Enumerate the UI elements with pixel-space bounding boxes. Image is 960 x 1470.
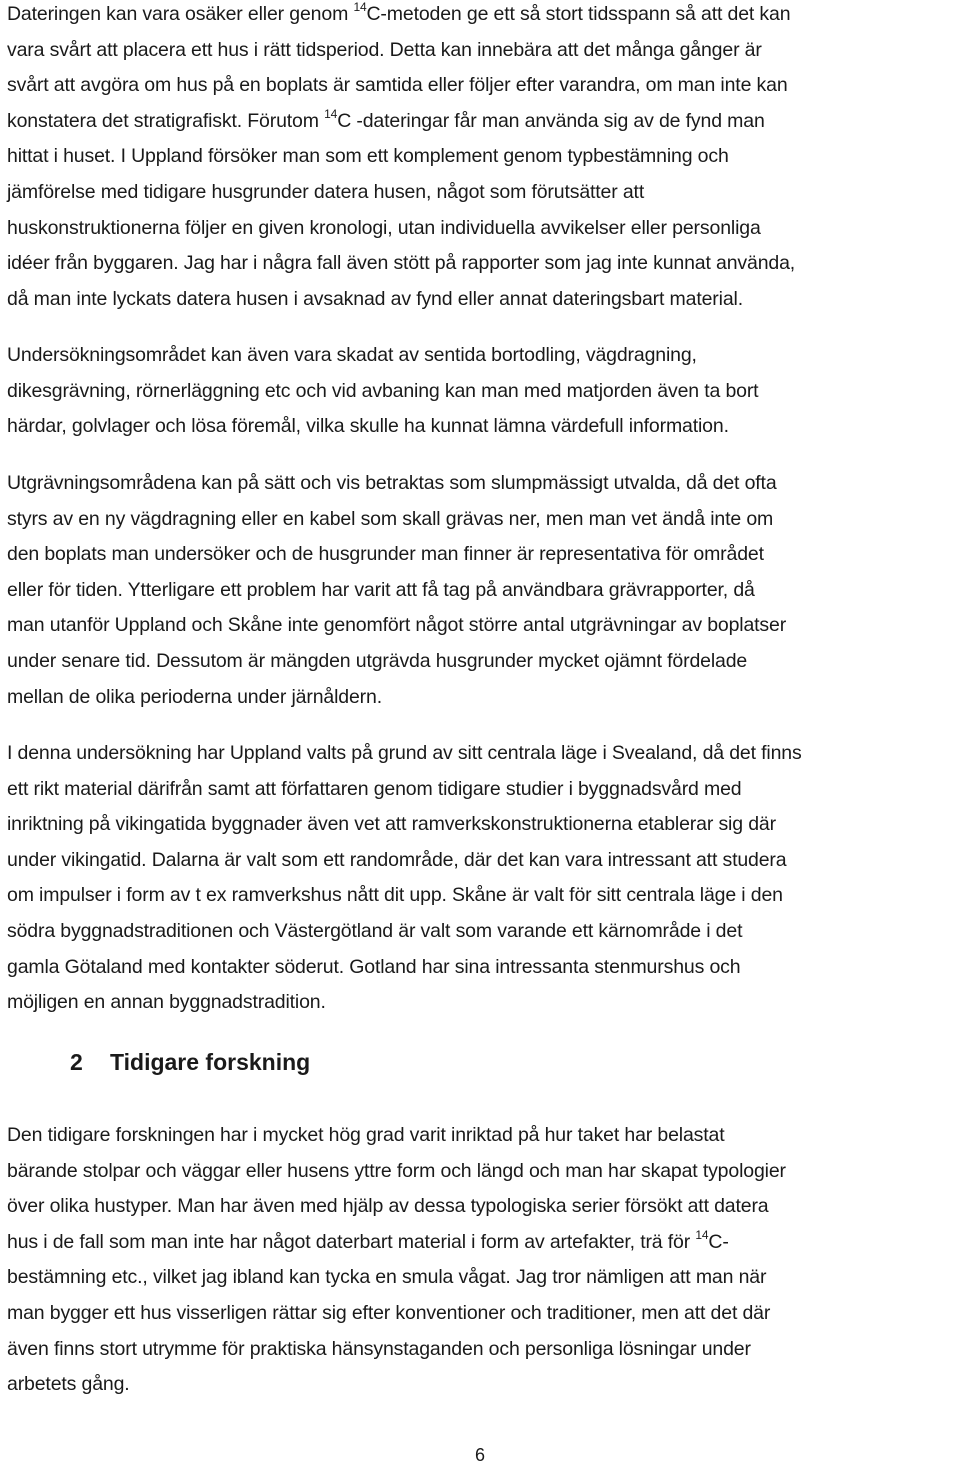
text-line xyxy=(7,537,957,573)
text-line xyxy=(7,680,957,716)
text-run: eller för tiden. Ytterligare ett problem har varit att få tag på användbara grävrapporter, då xyxy=(7,578,755,601)
text-run: vara svårt att placera ett hus i rätt tidsperiod. Detta kan innebära att det många gånger är xyxy=(7,38,762,61)
text-line xyxy=(7,608,957,644)
text-line xyxy=(7,1332,957,1368)
text-run: möjligen en annan byggnadstradition. xyxy=(7,991,326,1014)
text-run: hittat i huset. I Uppland försöker man som ett komplement genom typbestämning och xyxy=(7,145,729,168)
text-line xyxy=(7,950,957,986)
superscript: 14 xyxy=(695,1227,709,1242)
text-run: C- xyxy=(708,1230,729,1253)
text-line xyxy=(7,807,957,843)
text-run: då man inte lyckats datera husen i avsaknad av fynd eller annat dateringsbart material. xyxy=(7,287,743,310)
text-line xyxy=(7,1154,957,1190)
text-run: bärande stolpar och väggar eller husens yttre form och längd och man har skapat typologier xyxy=(7,1159,786,1182)
text-run: gamla Götaland med kontakter söderut. Gotland har sina intressanta stenmurshus och xyxy=(7,955,741,978)
text-run: man bygger ett hus visserligen rättar sig efter konventioner och traditioner, men att det där xyxy=(7,1301,771,1324)
text-line xyxy=(7,878,957,914)
paragraph xyxy=(7,338,957,445)
text-run: under vikingatid. Dalarna är valt som ett randområde, där det kan vara intressant att studera xyxy=(7,848,787,871)
text-run: Dateringen kan vara osäker eller genom xyxy=(7,3,354,25)
text-line xyxy=(7,1189,957,1225)
text-line xyxy=(7,914,957,950)
text-line xyxy=(7,1367,957,1403)
text-line xyxy=(7,246,957,282)
text-line xyxy=(7,573,957,609)
text-line xyxy=(7,466,957,502)
text-run: konstatera det stratigrafiskt. Förutom xyxy=(7,109,325,132)
text-run: jämförelse med tidigare husgrunder datera husen, något som förutsätter att xyxy=(7,180,645,203)
text-line xyxy=(7,502,957,538)
section-title: Tidigare forskning xyxy=(110,1049,311,1075)
text-run: arbetets gång. xyxy=(7,1373,130,1396)
text-line xyxy=(7,0,957,33)
text-run: Undersökningsområdet kan även vara skadat av sentida bortodling, vägdragning, xyxy=(7,344,697,366)
text-run: hus i de fall som man inte har något daterbart material i form av artefakter, trä för xyxy=(7,1230,696,1253)
text-run: härdar, golvlager och lösa föremål, vilka skulle ha kunnat lämna värdefull information. xyxy=(7,415,729,438)
paragraph xyxy=(7,736,957,1021)
superscript: 14 xyxy=(353,0,367,14)
text-line xyxy=(7,175,957,211)
text-line xyxy=(7,1296,957,1332)
text-line xyxy=(7,985,957,1021)
text-line xyxy=(7,68,957,104)
text-run: den boplats man undersöker och de husgrunder man finner är representativa för området xyxy=(7,543,764,566)
text-run: C-metoden ge ett så stort tidsspann så att det kan xyxy=(366,3,791,25)
text-line xyxy=(7,139,957,175)
section-number: 2 xyxy=(70,1049,83,1075)
text-run: Utgrävningsområdena kan på sätt och vis betraktas som slumpmässigt utvalda, då det ofta xyxy=(7,472,777,494)
text-run: om impulser i form av t ex ramverkshus nått dit upp. Skåne är valt för sitt centrala läge i den xyxy=(7,884,783,907)
text-line xyxy=(7,409,957,445)
text-line xyxy=(7,338,957,374)
text-run: I denna undersökning har Uppland valts på grund av sitt centrala läge i Svealand, då det finns xyxy=(7,742,802,764)
text-run: ett rikt material därifrån samt att författaren genom tidigare studier i byggnadsvård med xyxy=(7,777,742,800)
text-line xyxy=(7,772,957,808)
text-run: över olika hustyper. Man har även med hjälp av dessa typologiska serier försökt att datera xyxy=(7,1195,769,1218)
text-run: även finns stort utrymme för praktiska hänsynstaganden och personliga lösningar under xyxy=(7,1337,751,1360)
text-line xyxy=(7,1118,957,1154)
text-line xyxy=(7,736,957,772)
text-run: södra byggnadstraditionen och Västergötland är valt som varande ett kärnområde i det xyxy=(7,919,743,942)
paragraph xyxy=(7,1118,957,1403)
section-heading xyxy=(70,1044,310,1080)
superscript: 14 xyxy=(324,106,338,121)
text-line xyxy=(7,282,957,318)
text-run: under senare tid. Dessutom är mängden utgrävda husgrunder mycket ojämnt fördelade xyxy=(7,649,748,672)
text-run: man utanför Uppland och Skåne inte genomfört något större antal utgrävningar av boplatser xyxy=(7,614,787,637)
text-line xyxy=(7,1260,957,1296)
text-run: mellan de olika perioderna under järnåldern. xyxy=(7,685,382,708)
text-line xyxy=(7,374,957,410)
text-run: Den tidigare forskningen har i mycket hög grad varit inriktad på hur taket har belastat xyxy=(7,1124,725,1146)
text-line xyxy=(7,211,957,247)
text-run: svårt att avgöra om hus på en boplats är samtida eller följer efter varandra, om man inte kan xyxy=(7,74,788,97)
text-run: huskonstruktionerna följer en given kronologi, utan individuella avvikelser eller personliga xyxy=(7,216,761,239)
text-line xyxy=(7,104,957,140)
text-run: inriktning på vikingatida byggnader även vet att ramverkskonstruktionerna etablerar sig där xyxy=(7,813,776,836)
text-line xyxy=(7,644,957,680)
text-run: bestämning etc., vilket jag ibland kan tycka en smula vågat. Jag tror nämligen att man när xyxy=(7,1266,767,1289)
paragraph xyxy=(7,466,957,715)
page-number: 6 xyxy=(474,1445,485,1465)
text-run: dikesgrävning, rörnerläggning etc och vid avbaning kan man med matjorden även ta bort xyxy=(7,379,759,402)
text-line xyxy=(7,33,957,69)
text-line xyxy=(7,843,957,879)
text-line xyxy=(7,1225,957,1261)
text-run: styrs av en ny vägdragning eller en kabel som skall grävas ner, men man vet ändå inte om xyxy=(7,507,774,530)
text-run: idéer från byggaren. Jag har i några fall även stött på rapporter som jag inte kunnat använda, xyxy=(7,252,796,275)
paragraph xyxy=(7,0,957,317)
text-run: C -dateringar får man använda sig av de fynd man xyxy=(337,109,765,132)
